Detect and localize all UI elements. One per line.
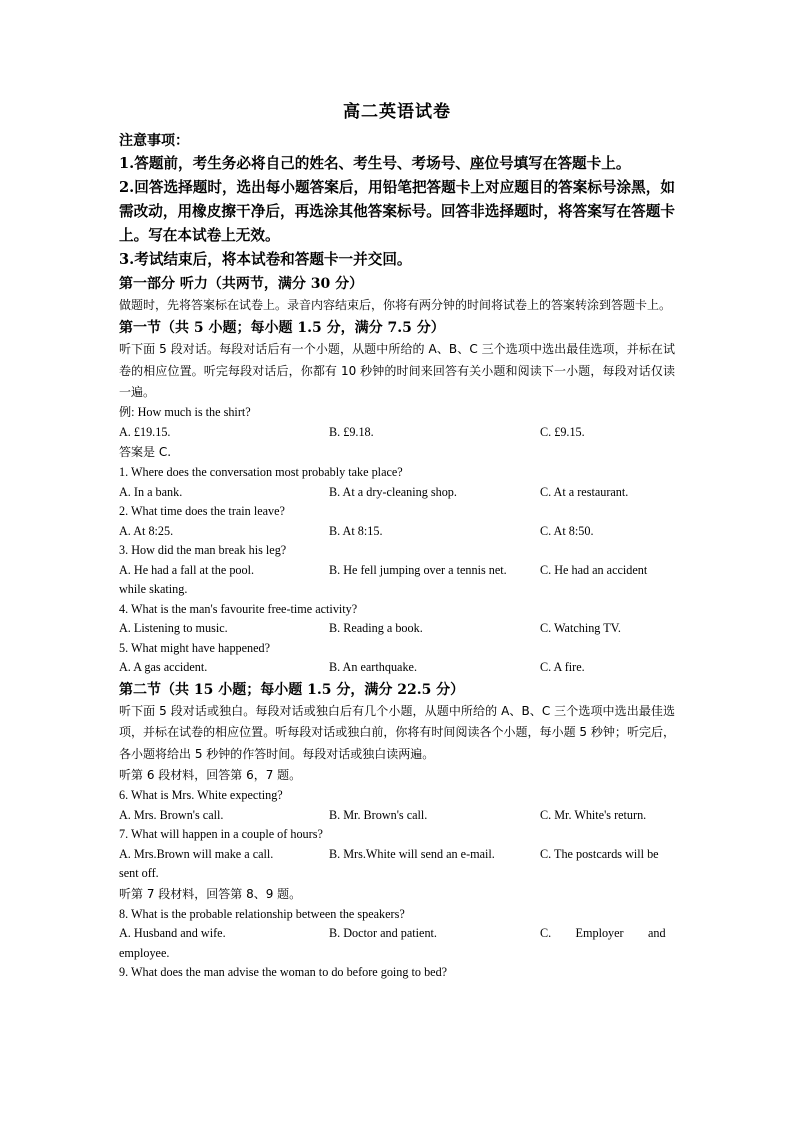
option-a: A. Listening to music.: [119, 621, 228, 636]
option-b: B. At 8:15.: [329, 523, 383, 538]
option-a: A. In a bank.: [119, 484, 183, 499]
part1-instruction: 做题时，先将答案标在试卷上。录音内容结束后，你将有两分钟的时间将试卷上的答案转涂到答题卡上。: [119, 298, 672, 312]
part1-heading: 第一部分 听力（共两节，满分 30 分）: [119, 276, 364, 292]
option-b: B. £9.18.: [329, 424, 374, 439]
question-7: 7. What will happen in a couple of hours?: [119, 827, 323, 842]
example-question: 例: How much is the shirt?: [119, 405, 251, 420]
option-c: C. The postcards will be: [540, 846, 659, 861]
question-2-options: [119, 522, 675, 542]
option-c: C. At 8:50.: [540, 523, 594, 538]
question-2: 2. What time does the train leave?: [119, 504, 285, 519]
option-c: C. £9.15.: [540, 424, 585, 439]
option-a: A. Mrs.Brown will make a call.: [119, 846, 274, 861]
option-b: B. Doctor and patient.: [329, 926, 437, 941]
question-7-option-c-wrap: sent off.: [119, 866, 159, 881]
option-a: A. Husband and wife.: [119, 926, 226, 941]
option-a: A. He had a fall at the pool.: [119, 562, 255, 577]
question-6-options: [119, 806, 675, 826]
group-7-instruction: 听第 7 段材料，回答第 8、9 题。: [119, 886, 302, 901]
option-c: C. At a restaurant.: [540, 484, 629, 499]
notice-item-2: 2.回答选择题时，选出每小题答案后，用铅笔把答题卡上对应题目的答案标号涂黑，如需改动，用橡皮擦干净后，再选涂其他答案标号。回答非选择题时，将答案写在答题卡上。写在本试卷上无效。: [119, 179, 675, 244]
question-4: 4. What is the man's favourite free-time activity?: [119, 601, 358, 616]
question-5-options: [119, 658, 675, 678]
question-3-options: [119, 561, 675, 581]
option-b: B. Reading a book.: [329, 621, 423, 636]
example-answer: 答案是 C.: [119, 445, 172, 460]
option-b: B. He fell jumping over a tennis net.: [329, 562, 507, 577]
section2-instruction: 听下面 5 段对话或独白。每段对话或独白后有几个小题，从题中所给的 A、B、C 三个选项中选出最佳选项，并标在试卷的相应位置。听每段对话或独白前，你将有时间阅读各个小题，每小题 5 秒钟；听完后，各小题将给出 5 秒钟的作答时间。每段对话或独白读两遍。: [119, 703, 675, 761]
group-6-instruction: 听第 6 段材料，回答第 6，7 题。: [119, 767, 302, 782]
example-options: [119, 423, 675, 443]
question-9: 9. What does the man advise the woman to do before going to bed?: [119, 965, 448, 980]
option-c: C. Watching TV.: [540, 621, 621, 636]
question-5: 5. What might have happened?: [119, 640, 271, 655]
option-c: C. He had an accident: [540, 562, 648, 577]
option-a: A. At 8:25.: [119, 523, 174, 538]
option-b: B. An earthquake.: [329, 660, 417, 675]
question-8-option-c-wrap: employee.: [119, 945, 170, 960]
option-a: A. Mrs. Brown's call.: [119, 807, 224, 822]
notice-heading: 注意事项：: [119, 133, 189, 149]
option-a: A. £19.15.: [119, 424, 171, 439]
notice-item-1: 1.答题前，考生务必将自己的姓名、考生号、考场号、座位号填写在答题卡上。: [119, 155, 631, 172]
question-8: 8. What is the probable relationship between the speakers?: [119, 906, 405, 921]
section2-heading: 第二节（共 15 小题；每小题 1.5 分，满分 22.5 分）: [119, 681, 465, 698]
question-1: 1. Where does the conversation most probably take place?: [119, 465, 403, 480]
question-7-options: [119, 845, 675, 865]
option-b: B. Mrs.White will send an e-mail.: [329, 846, 495, 861]
question-4-options: [119, 619, 675, 639]
option-c: C. A fire.: [540, 660, 585, 675]
question-8-options: [119, 924, 675, 944]
section1-heading: 第一节（共 5 小题；每小题 1.5 分，满分 7.5 分）: [119, 320, 445, 337]
option-c: C. Employer and: [540, 926, 666, 941]
question-3: 3. How did the man break his leg?: [119, 543, 287, 558]
option-b: B. Mr. Brown's call.: [329, 807, 428, 822]
notice-item-3: 3.考试结束后，将本试卷和答题卡一并交回。: [119, 251, 412, 268]
question-3-option-c-wrap: while skating.: [119, 582, 188, 597]
question-1-options: [119, 483, 675, 503]
option-c: C. Mr. White's return.: [540, 807, 647, 822]
section1-instruction: 听下面 5 段对话。每段对话后有一个小题，从题中所给的 A、B、C 三个选项中选出最佳选项，并标在试卷的相应位置。听完每段对话后，你都有 10 秒钟的时间来回答有关小题和阅读下一小题，每段对话仅读一遍。: [119, 342, 675, 399]
page-title: 高二英语试卷: [343, 102, 451, 122]
option-a: A. A gas accident.: [119, 660, 208, 675]
option-b: B. At a dry-cleaning shop.: [329, 484, 457, 499]
exam-page: [119, 96, 675, 983]
question-6: 6. What is Mrs. White expecting?: [119, 788, 283, 803]
